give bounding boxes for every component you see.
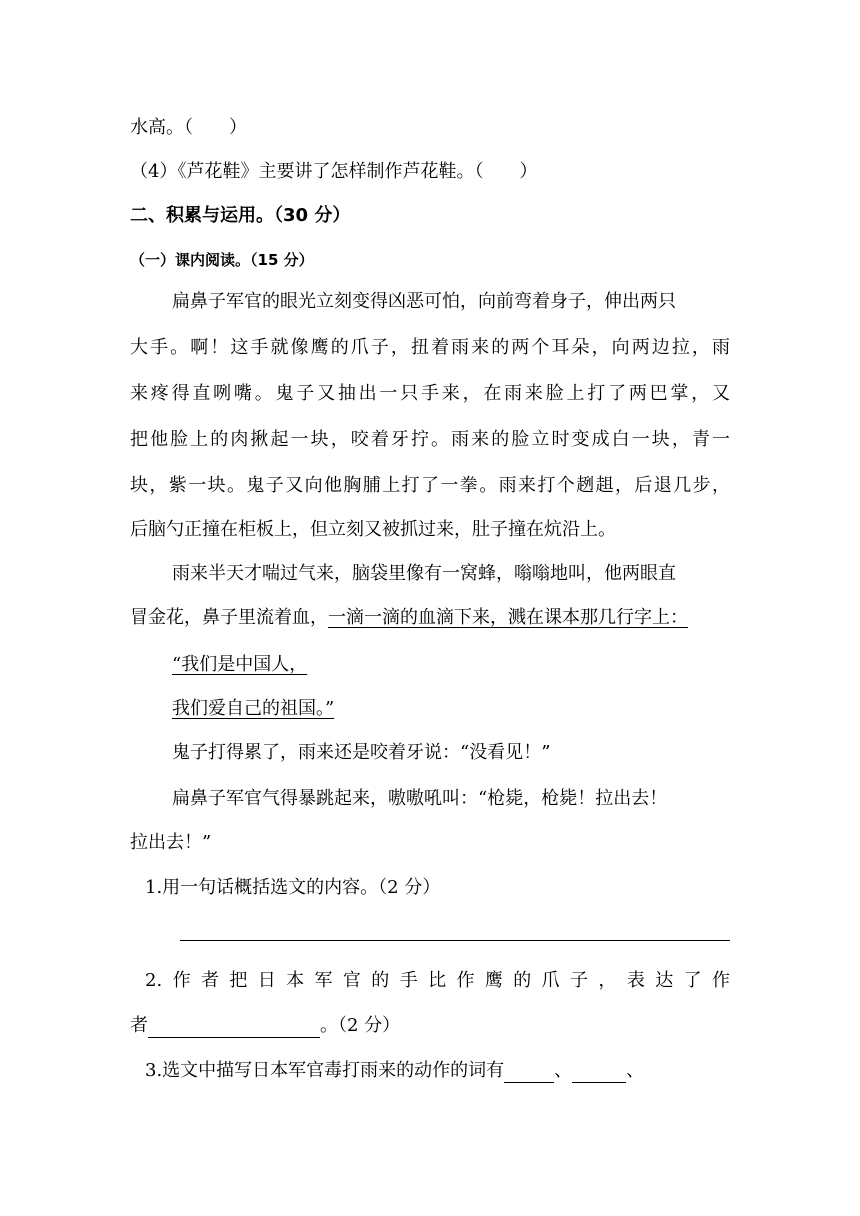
- question-text: 。（2 分）: [320, 1015, 401, 1036]
- passage-line: 块，紫一块。鬼子又向他胸脯上打了一拳。雨来打个趔趄，后退几步，: [130, 475, 730, 496]
- question-item-1: 1.用一句话概括选文的内容。（2 分）: [145, 877, 441, 898]
- question-item-3: [145, 1060, 735, 1083]
- quote-line: [172, 698, 772, 720]
- answer-blank[interactable]: [572, 1060, 626, 1083]
- section-heading: 二、积累与运用。（30 分）: [130, 205, 351, 226]
- passage-line: 雨来半天才喘过气来，脑袋里像有一窝蜂，嗡嗡地叫，他两眼直: [172, 563, 676, 584]
- passage-line: 把他脸上的肉揪起一块，咬着牙拧。雨来的脸立时变成白一块，青一: [130, 429, 730, 450]
- text-line: 水高。（ ）: [130, 117, 247, 138]
- subsection-heading: （一）课内阅读。（15 分）: [130, 251, 314, 269]
- quote-line: [172, 654, 772, 676]
- answer-blank[interactable]: [504, 1060, 554, 1083]
- separator: 、: [554, 1060, 573, 1081]
- underlined-text: “我们是中国人，: [172, 654, 308, 675]
- passage-text: 冒金花，鼻子里流着血，: [130, 607, 328, 628]
- passage-line: 鬼子打得累了，雨来还是咬着牙说：“没看见！”: [172, 742, 551, 763]
- question-text: 者: [130, 1015, 148, 1036]
- question-item-2: 2.作者把日本军官的手比作鹰的爪子，表达了作: [145, 970, 730, 991]
- answer-blank[interactable]: [148, 1015, 320, 1038]
- underlined-text: 一滴一滴的血滴下来，溅在课本那几行字上：: [328, 607, 688, 628]
- separator: 、: [626, 1060, 645, 1081]
- passage-line: 扁鼻子军官气得暴跳起来，嗷嗷吼叫：“枪毙，枪毙！拉出去！: [172, 788, 668, 809]
- question-item-2-cont: [130, 1015, 730, 1038]
- answer-line[interactable]: [180, 940, 730, 941]
- passage-line: 拉出去！”: [130, 832, 212, 853]
- passage-line: 大手。啊！这手就像鹰的爪子，扭着雨来的两个耳朵，向两边拉，雨: [130, 337, 730, 358]
- passage-line: 扁鼻子军官的眼光立刻变得凶恶可怕，向前弯着身子，伸出两只: [172, 291, 676, 312]
- question-4: （4）《芦花鞋》主要讲了怎样制作芦花鞋。（ ）: [130, 161, 538, 182]
- passage-line: 后脑勺正撞在柜板上，但立刻又被抓过来，肚子撞在炕沿上。: [130, 519, 616, 540]
- passage-line: [130, 607, 730, 629]
- passage-line: 来疼得直咧嘴。鬼子又抽出一只手来，在雨来脸上打了两巴掌，又: [130, 383, 730, 404]
- question-text: 3.选文中描写日本军官毒打雨来的动作的词有: [145, 1060, 505, 1081]
- underlined-text: 我们爱自己的祖国。”: [172, 698, 335, 719]
